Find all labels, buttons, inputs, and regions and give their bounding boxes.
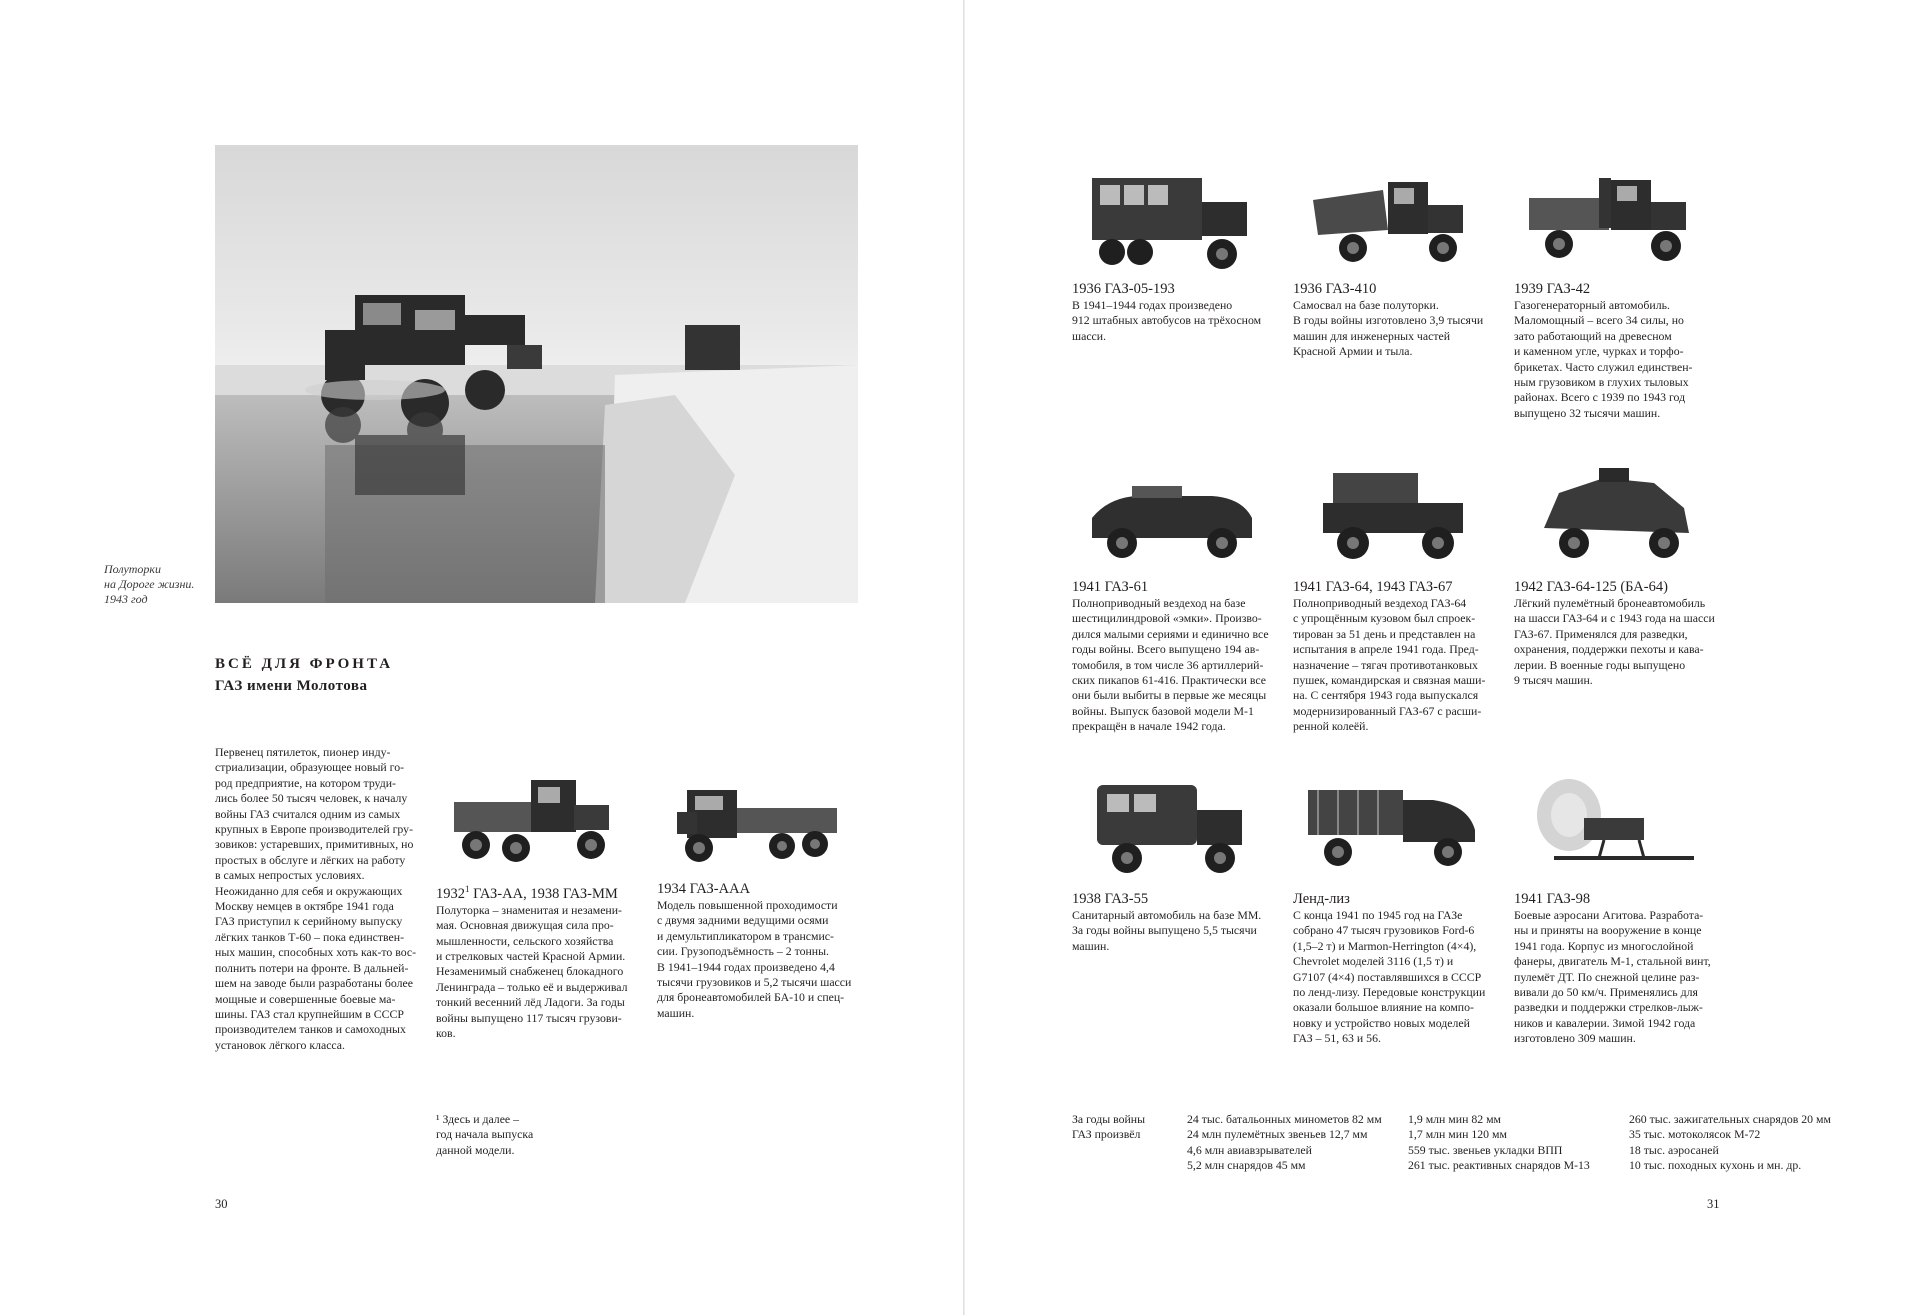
heading-caps: ВСЁ ДЛЯ ФРОНТА: [215, 656, 394, 672]
stat-item: 24 млн пулемётных звеньев 12,7 мм: [1187, 1127, 1368, 1142]
footnote-line: год начала выпуска: [436, 1127, 534, 1142]
stats-column-1: [1187, 1112, 1382, 1174]
card-title: 1941 ГАЗ-98: [1514, 891, 1591, 907]
desc-line: зато работающий на древесном: [1514, 328, 1672, 343]
desc-line: и демультипликатором в трансмис-: [657, 928, 834, 943]
jeep-illustration: [1293, 458, 1493, 578]
desc-line: с упрощённым кузовом был спроек-: [1293, 611, 1476, 626]
desc-line: 912 штабных автобусов на трёхосном: [1072, 313, 1262, 328]
armored-car-illustration: [1514, 458, 1714, 578]
card-title: 1936 ГАЗ-05-193: [1072, 281, 1175, 297]
desc-line: лерии. В военные годы выпущено: [1514, 657, 1686, 672]
stat-item: 4,6 млн авиавзрывателей: [1187, 1142, 1312, 1157]
desc-line: G7107 (4×4) поставлявшихся в СССР: [1293, 969, 1482, 984]
photo-caption: [104, 562, 212, 607]
text-line: войны ГАЗ считался одним из самых: [215, 806, 401, 821]
desc-line: Полуторка – знаменитая и незамени-: [436, 902, 622, 917]
text-line: лись более 50 тысяч человек, к началу: [215, 791, 408, 806]
desc-line: тирован за 51 день и представлен на: [1293, 626, 1476, 641]
stats-column-2: [1408, 1112, 1590, 1174]
desc-line: разведки и поддержки стрелков-лыж-: [1514, 1000, 1703, 1015]
desc-line: ГАЗ – 51, 63 и 56.: [1293, 1031, 1381, 1046]
footnote-line: ¹ Здесь и далее –: [436, 1112, 520, 1126]
desc-line: назначение – тягач противотанковых: [1293, 657, 1478, 672]
stat-item: 1,7 млн мин 120 мм: [1408, 1127, 1507, 1142]
desc-line: машин для инженерных частей: [1293, 328, 1451, 343]
title-rest: ГАЗ-АА, 1938 ГАЗ-ММ: [469, 885, 618, 902]
desc-line: с двумя задними ведущими осями: [657, 913, 829, 928]
desc-line: машин.: [1072, 938, 1110, 953]
page-number-right: 31: [1707, 1197, 1720, 1211]
desc-line: В годы войны изготовлено 3,9 тысячи: [1293, 313, 1484, 328]
stat-item: 18 тыс. аэросаней: [1629, 1142, 1719, 1157]
card-gaz-42: [1514, 160, 1714, 421]
stat-item: 559 тыс. звеньев укладки ВПП: [1408, 1142, 1563, 1157]
text-line: производителем танков и самоходных: [215, 1022, 406, 1037]
card-description: [1072, 298, 1272, 344]
main-photo-trucks-on-ice-road: [215, 145, 858, 603]
card-description: [1072, 596, 1272, 735]
desc-line: пушек, командирская и связная маши-: [1293, 673, 1486, 688]
desc-line: Красной Армии и тыла.: [1293, 344, 1413, 359]
desc-line: Боевые аэросани Агитова. Разработа-: [1514, 908, 1704, 922]
page-number-left: 30: [215, 1197, 228, 1211]
card-title: 1942 ГАЗ-64-125 (БА-64): [1514, 579, 1668, 595]
text-line: шины. ГАЗ стал крупнейшим в СССР: [215, 1006, 404, 1021]
desc-line: Санитарный автомобиль на базе ММ.: [1072, 908, 1262, 922]
text-line: Неожиданно для себя и окружающих: [215, 883, 403, 898]
desc-line: оказали большое влияние на компо-: [1293, 1000, 1474, 1015]
desc-line: 9 тысяч машин.: [1514, 673, 1593, 688]
title-year: 1932: [436, 885, 465, 902]
text-line: стриализации, образующее новый го-: [215, 760, 405, 775]
dump-truck-illustration: [1293, 160, 1493, 280]
card-gaz-61: [1072, 458, 1272, 735]
desc-line: вивали до 50 км/ч. Применялись для: [1514, 985, 1698, 1000]
stat-item: 10 тыс. походных кухонь и мн. др.: [1629, 1158, 1802, 1173]
desc-line: сии. Грузоподъёмность – 2 тонны.: [657, 944, 829, 959]
desc-line: на. С сентября 1943 года выпускался: [1293, 688, 1479, 703]
lend-lease-truck-illustration: [1293, 770, 1493, 890]
right-page: [965, 0, 1920, 1315]
card-title: 1941 ГАЗ-64, 1943 ГАЗ-67: [1293, 579, 1453, 595]
stat-item: 1,9 млн мин 82 мм: [1408, 1112, 1502, 1126]
card-description: [657, 898, 857, 1021]
desc-line: Маломощный – всего 34 силы, но: [1514, 313, 1684, 328]
desc-line: Незаменимый снабженец блокадного: [436, 964, 624, 979]
desc-line: шестицилиндровой «эмки». Произво-: [1072, 611, 1262, 626]
bus-illustration: [1072, 160, 1272, 280]
card-ba-64: [1514, 458, 1714, 688]
footnote-line: данной модели.: [436, 1142, 515, 1157]
desc-line: мая. Основная движущая сила про-: [436, 918, 614, 933]
desc-line: прекращён в начале 1942 года.: [1072, 719, 1226, 734]
card-gaz-64-67: [1293, 458, 1493, 735]
text-line: лёгких танков Т-60 – пока единствен-: [215, 929, 405, 944]
desc-line: модернизированный ГАЗ-67 с расши-: [1293, 703, 1482, 718]
desc-line: ков.: [436, 1026, 456, 1041]
card-title: [436, 880, 636, 903]
text-line: Москву немцев в октябре 1941 года: [215, 899, 394, 914]
intro-text: [215, 745, 420, 1053]
desc-line: районах. Всего с 1939 по 1943 год: [1514, 390, 1686, 405]
card-title: 1939 ГАЗ-42: [1514, 281, 1591, 297]
desc-line: ГАЗ-67. Применялся для разведки,: [1514, 626, 1688, 641]
card-gaz-aa: [436, 760, 636, 1041]
desc-line: Полноприводный вездеход на базе: [1072, 596, 1246, 610]
desc-line: новку и устройство новых моделей: [1293, 1015, 1470, 1030]
stat-item: 5,2 млн снарядов 45 мм: [1187, 1158, 1306, 1173]
text-line: ГАЗ приступил к серийному выпуску: [215, 914, 403, 929]
footnote: [436, 1112, 533, 1158]
text-line: род предприятие, на котором труди-: [215, 775, 396, 790]
desc-line: С конца 1941 по 1945 год на ГАЗе: [1293, 908, 1463, 922]
text-line: полнить потери на фронте. В дальней-: [215, 960, 409, 975]
desc-line: тысячи грузовиков и 5,2 тысячи шасси: [657, 975, 852, 990]
section-heading: [215, 656, 393, 695]
desc-line: томобиля, в том числе 36 артиллерий-: [1072, 657, 1264, 672]
caption-line: Полуторки: [104, 562, 162, 576]
desc-line: 1941 года. Корпус из многослойной: [1514, 938, 1694, 953]
desc-line: ников и кавалерии. Зимой 1942 года: [1514, 1015, 1696, 1030]
card-description: [1293, 596, 1493, 735]
card-title: 1941 ГАЗ-61: [1072, 579, 1149, 595]
card-title: 1934 ГАЗ-ААА: [657, 881, 751, 897]
footnote-mark: 1: [465, 884, 470, 894]
aerosled-illustration: [1514, 770, 1714, 890]
card-description: [1514, 298, 1714, 421]
stat-item: 260 тыс. зажигательных снарядов 20 мм: [1629, 1112, 1831, 1126]
desc-line: мышленности, сельского хозяйства: [436, 933, 614, 948]
desc-line: шасси.: [1072, 328, 1107, 343]
text-line: мощные и совершенные боевые ма-: [215, 991, 396, 1006]
text-line: ных машин, способных хоть как-то вос-: [215, 945, 417, 960]
card-description: [1293, 298, 1493, 360]
ambulance-illustration: [1072, 770, 1272, 890]
caption-line: 1943 год: [104, 592, 148, 606]
stats-label: [1072, 1112, 1145, 1143]
truck-illustration: [436, 760, 636, 880]
desc-line: охранения, поддержки пехоты и кава-: [1514, 642, 1704, 657]
card-gaz-05-193: [1072, 160, 1272, 344]
desc-line: Ленинграда – только её и выдерживал: [436, 979, 628, 994]
desc-line: ренной колеёй.: [1293, 719, 1369, 734]
desc-line: В 1941–1944 годах произведено 4,4: [657, 959, 835, 974]
text-line: в самых непростых условиях.: [215, 868, 365, 883]
desc-line: Модель повышенной проходимости: [657, 898, 838, 912]
card-description: [1293, 908, 1493, 1047]
desc-line: собрано 47 тысяч грузовиков Ford-6: [1293, 923, 1475, 938]
stats-label-line: За годы войны: [1072, 1112, 1146, 1126]
desc-line: Полноприводный вездеход ГАЗ-64: [1293, 596, 1467, 610]
stat-item: 24 тыс. батальонных минометов 82 мм: [1187, 1112, 1382, 1126]
desc-line: Лёгкий пулемётный бронеавтомобиль: [1514, 596, 1706, 610]
text-line: шем на заводе были разработаны более: [215, 976, 413, 991]
desc-line: ны и приняты на вооружение в конце: [1514, 923, 1702, 938]
card-gaz-aaa: [657, 760, 857, 1021]
card-gaz-98: [1514, 770, 1714, 1047]
desc-line: они были выбиты в первые же месяцы: [1072, 688, 1267, 703]
caption-line: на Дороге жизни.: [104, 577, 195, 591]
card-title: Ленд-лиз: [1293, 891, 1350, 907]
desc-line: За годы войны выпущено 5,5 тысячи: [1072, 923, 1257, 938]
desc-line: ских пикапов 61-416. Практически все: [1072, 673, 1266, 688]
text-line: Первенец пятилеток, пионер инду-: [215, 745, 391, 759]
stat-item: 35 тыс. мотоколясок М-72: [1629, 1127, 1761, 1142]
desc-line: на шасси ГАЗ-64 и с 1943 года на шасси: [1514, 611, 1715, 626]
card-gaz-55: [1072, 770, 1272, 954]
desc-line: войны выпущено 117 тысяч грузови-: [436, 1010, 622, 1025]
card-title: 1936 ГАЗ-410: [1293, 281, 1377, 297]
desc-line: брикетах. Часто служил единствен-: [1514, 359, 1693, 374]
gas-generator-truck-illustration: [1514, 160, 1714, 280]
desc-line: войны. Выпуск базовой модели М-1: [1072, 703, 1254, 718]
text-line: установок лёгкого класса.: [215, 1037, 345, 1052]
desc-line: выпущено 32 тысячи машин.: [1514, 405, 1661, 420]
card-description: [1514, 596, 1714, 688]
desc-line: тонкий весенний лёд Ладоги. За годы: [436, 995, 625, 1010]
stat-item: 261 тыс. реактивных снарядов М-13: [1408, 1158, 1590, 1173]
desc-line: В 1941–1944 годах произведено: [1072, 298, 1233, 312]
card-lend-lease: [1293, 770, 1493, 1047]
stats-label-line: ГАЗ произвёл: [1072, 1127, 1141, 1142]
text-line: простых в обслуге и лёгких на работу: [215, 852, 406, 867]
truck-illustration: [657, 760, 857, 880]
desc-line: изготовлено 309 машин.: [1514, 1031, 1636, 1046]
desc-line: (1,5–2 т) и Marmon-Herrington (4×4),: [1293, 938, 1477, 953]
stats-column-3: [1629, 1112, 1831, 1174]
desc-line: по ленд-лизу. Передовые конструкции: [1293, 985, 1486, 1000]
desc-line: Chevrolet моделей 3116 (1,5 т) и: [1293, 954, 1454, 969]
heading-subtitle: ГАЗ имени Молотова: [215, 678, 368, 694]
desc-line: и каменном угле, чурках и торфо-: [1514, 344, 1684, 359]
card-description: [1514, 908, 1714, 1047]
text-line: крупных в Европе производителей гру-: [215, 822, 413, 837]
desc-line: фанеры, двигатель М-1, стальной винт,: [1514, 954, 1711, 969]
card-description: [1072, 908, 1272, 954]
desc-line: ным грузовиком в глухих тыловых: [1514, 375, 1689, 390]
desc-line: пулемёт ДТ. По снежной целине раз-: [1514, 969, 1700, 984]
desc-line: машин.: [657, 1005, 695, 1020]
desc-line: дился малыми сериями и единично все: [1072, 626, 1269, 641]
desc-line: для бронеавтомобилей БА-10 и спец-: [657, 990, 845, 1005]
desc-line: Самосвал на базе полуторки.: [1293, 298, 1439, 312]
desc-line: Газогенераторный автомобиль.: [1514, 298, 1670, 312]
card-gaz-410: [1293, 160, 1493, 360]
desc-line: испытания в апреле 1941 года. Пред-: [1293, 642, 1479, 657]
card-description: [436, 903, 636, 1042]
car-illustration: [1072, 458, 1272, 578]
desc-line: годы войны. Всего выпущено 194 ав-: [1072, 642, 1260, 657]
desc-line: и стрелковых частей Красной Армии.: [436, 949, 626, 964]
text-line: зовиков: устаревших, примитивных, но: [215, 837, 414, 852]
card-title: 1938 ГАЗ-55: [1072, 891, 1149, 907]
